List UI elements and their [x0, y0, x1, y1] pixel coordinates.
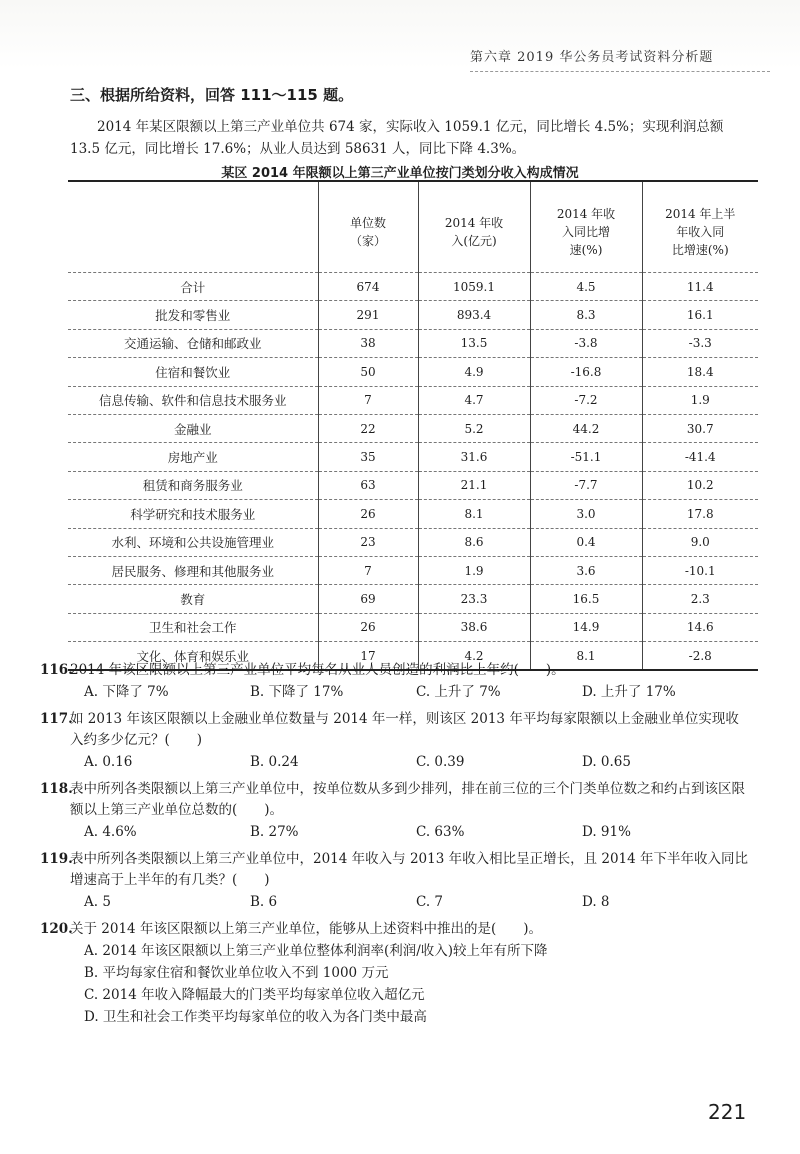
value-cell: 50 [318, 358, 418, 386]
value-cell: -7.7 [530, 471, 642, 499]
answer-option[interactable]: B. 下降了 17% [250, 684, 344, 700]
value-cell: 2.3 [642, 585, 758, 613]
value-cell: 8.1 [418, 500, 530, 528]
value-cell: 30.7 [642, 414, 758, 442]
table-row [68, 528, 758, 556]
value-cell: -10.1 [642, 556, 758, 584]
answer-option[interactable]: D. 91% [582, 824, 631, 840]
category-cell: 交通运输、仓储和邮政业 [68, 329, 318, 357]
question-stem [40, 709, 750, 751]
value-cell: 44.2 [530, 414, 642, 442]
value-cell: 4.5 [530, 273, 642, 301]
value-cell: 8.3 [530, 301, 642, 329]
value-cell: 16.5 [530, 585, 642, 613]
table-row [68, 556, 758, 584]
value-cell: 31.6 [418, 443, 530, 471]
table-title: 某区 2014 年限额以上第三产业单位按门类划分收入构成情况 [221, 166, 579, 181]
value-cell: 7 [318, 556, 418, 584]
value-cell: 0.4 [530, 528, 642, 556]
value-cell: -2.8 [642, 642, 758, 671]
table-row [68, 386, 758, 414]
value-cell: 291 [318, 301, 418, 329]
option-list [70, 940, 750, 1028]
table-header-cell: 2014 年上半 年收入同 比增速(%) [642, 181, 758, 273]
category-cell: 信息传输、软件和信息技术服务业 [68, 386, 318, 414]
question-number: 119. [40, 851, 73, 867]
value-cell: 17 [318, 642, 418, 671]
question-text: 表中所列各类限额以上第三产业单位中，2014 年收入与 2013 年收入相比呈正增长，且 2014 年下半年收入同比增速高于上半年的有几类？( ) [70, 851, 749, 888]
value-cell: 35 [318, 443, 418, 471]
question-number: 116. [40, 662, 73, 678]
table-row [68, 273, 758, 301]
value-cell: 21.1 [418, 471, 530, 499]
table-row [68, 471, 758, 499]
question-stem [40, 919, 750, 940]
value-cell: 23.3 [418, 585, 530, 613]
question [40, 779, 750, 843]
answer-option[interactable]: A. 4.6% [84, 824, 137, 840]
value-cell: 63 [318, 471, 418, 499]
table-row [68, 301, 758, 329]
question-text: 2014 年该区限额以上第三产业单位平均每名从业人员创造的利润比上年约( )。 [70, 662, 565, 678]
question-stem [40, 849, 750, 891]
table-header-cell: 2014 年收 入同比增 速(%) [530, 181, 642, 273]
value-cell: 10.2 [642, 471, 758, 499]
value-cell: -3.3 [642, 329, 758, 357]
category-cell: 合计 [68, 273, 318, 301]
table-row [68, 585, 758, 613]
value-cell: 7 [318, 386, 418, 414]
question-number: 117. [40, 711, 73, 727]
answer-option[interactable]: D. 8 [582, 894, 610, 910]
answer-option[interactable]: B. 27% [250, 824, 299, 840]
answer-option[interactable]: A. 5 [84, 894, 111, 910]
question-number: 120. [40, 921, 73, 937]
answer-option[interactable]: D. 上升了 17% [582, 684, 676, 700]
table-row [68, 443, 758, 471]
value-cell: 14.9 [530, 613, 642, 641]
category-cell: 住宿和餐饮业 [68, 358, 318, 386]
answer-option[interactable]: A. 0.16 [84, 754, 133, 770]
table-row [68, 500, 758, 528]
category-cell: 批发和零售业 [68, 301, 318, 329]
category-cell: 房地产业 [68, 443, 318, 471]
table-row [68, 329, 758, 357]
value-cell: -41.4 [642, 443, 758, 471]
option-list [70, 821, 750, 843]
value-cell: 1059.1 [418, 273, 530, 301]
category-cell: 水利、环境和公共设施管理业 [68, 528, 318, 556]
answer-option[interactable]: B. 0.24 [250, 754, 299, 770]
value-cell: 4.9 [418, 358, 530, 386]
question-stem [40, 660, 750, 681]
table-row [68, 358, 758, 386]
answer-option[interactable]: C. 0.39 [416, 754, 465, 770]
answer-option[interactable]: D. 卫生和社会工作类平均每家单位的收入为各门类中最高 [84, 1009, 427, 1025]
question-text: 如 2013 年该区限额以上金融业单位数量与 2014 年一样，则该区 2013 年平均每家限额以上金融业单位实现收入约多少亿元？( ) [70, 711, 739, 748]
table-header-cell: 2014 年收 入(亿元) [418, 181, 530, 273]
page-number: 221 [708, 1100, 747, 1124]
value-cell: 674 [318, 273, 418, 301]
value-cell: 23 [318, 528, 418, 556]
question-text: 表中所列各类限额以上第三产业单位中，按单位数从多到少排列，排在前三位的三个门类单位数之和约占到该区限额以上第三产业单位总数的( )。 [70, 781, 745, 818]
question [40, 849, 750, 913]
table-row [68, 414, 758, 442]
option-list [70, 681, 750, 703]
category-cell: 金融业 [68, 414, 318, 442]
value-cell: 38 [318, 329, 418, 357]
category-cell: 租赁和商务服务业 [68, 471, 318, 499]
option-list [70, 891, 750, 913]
value-cell: 17.8 [642, 500, 758, 528]
answer-option[interactable]: B. 6 [250, 894, 278, 910]
value-cell: 8.1 [530, 642, 642, 671]
answer-option[interactable]: A. 下降了 7% [84, 684, 169, 700]
question-text: 关于 2014 年该区限额以上第三产业单位，能够从上述资料中推出的是( )。 [70, 921, 542, 937]
question-stem [40, 779, 750, 821]
value-cell: -51.1 [530, 443, 642, 471]
question-number: 118. [40, 781, 73, 797]
section-heading: 三、根据所给资料，回答 111～115 题。 [70, 86, 354, 104]
value-cell: 8.6 [418, 528, 530, 556]
category-cell: 居民服务、修理和其他服务业 [68, 556, 318, 584]
category-cell: 教育 [68, 585, 318, 613]
table-header-cell: 单位数 （家） [318, 181, 418, 273]
value-cell: 1.9 [418, 556, 530, 584]
data-table [68, 180, 758, 671]
value-cell: 1.9 [642, 386, 758, 414]
category-cell: 科学研究和技术服务业 [68, 500, 318, 528]
question [40, 660, 750, 703]
value-cell: 11.4 [642, 273, 758, 301]
answer-option[interactable]: C. 2014 年收入降幅最大的门类平均每家单位收入超亿元 [84, 987, 425, 1003]
value-cell: 5.2 [418, 414, 530, 442]
value-cell: 26 [318, 613, 418, 641]
table-header-row [68, 181, 758, 273]
value-cell: 4.7 [418, 386, 530, 414]
running-header: 第六章 2019 华公务员考试资料分析题 [470, 46, 770, 68]
table-row [68, 613, 758, 641]
value-cell: 26 [318, 500, 418, 528]
question [40, 709, 750, 773]
answer-option[interactable]: C. 7 [416, 894, 444, 910]
answer-option[interactable]: B. 平均每家住宿和餐饮业单位收入不到 1000 万元 [84, 965, 389, 981]
value-cell: -3.8 [530, 329, 642, 357]
answer-option[interactable]: A. 2014 年该区限额以上第三产业单位整体利润率(利润/收入)较上年有所下降 [84, 943, 548, 959]
value-cell: 13.5 [418, 329, 530, 357]
option-list [70, 751, 750, 773]
category-cell: 文化、体育和娱乐业 [68, 642, 318, 671]
intro-paragraph: 2014 年某区限额以上第三产业单位共 674 家，实际收入 1059.1 亿元，同比增长 4.5%；实现利润总额 13.5 亿元，同比增长 17.6%；从业人员达到 58631 人，同比下降 4.3%。 [70, 119, 724, 157]
table-header-cell [68, 181, 318, 273]
value-cell: 69 [318, 585, 418, 613]
value-cell: 3.0 [530, 500, 642, 528]
value-cell: 16.1 [642, 301, 758, 329]
value-cell: 893.4 [418, 301, 530, 329]
question [40, 919, 750, 1028]
value-cell: 4.2 [418, 642, 530, 671]
table-body [68, 273, 758, 671]
value-cell: -7.2 [530, 386, 642, 414]
value-cell: 38.6 [418, 613, 530, 641]
answer-option[interactable]: D. 0.65 [582, 754, 631, 770]
value-cell: 22 [318, 414, 418, 442]
value-cell: 3.6 [530, 556, 642, 584]
question-list [40, 660, 750, 1034]
category-cell: 卫生和社会工作 [68, 613, 318, 641]
value-cell: 18.4 [642, 358, 758, 386]
value-cell: -16.8 [530, 358, 642, 386]
value-cell: 9.0 [642, 528, 758, 556]
answer-option[interactable]: C. 63% [416, 824, 465, 840]
value-cell: 14.6 [642, 613, 758, 641]
answer-option[interactable]: C. 上升了 7% [416, 684, 501, 700]
